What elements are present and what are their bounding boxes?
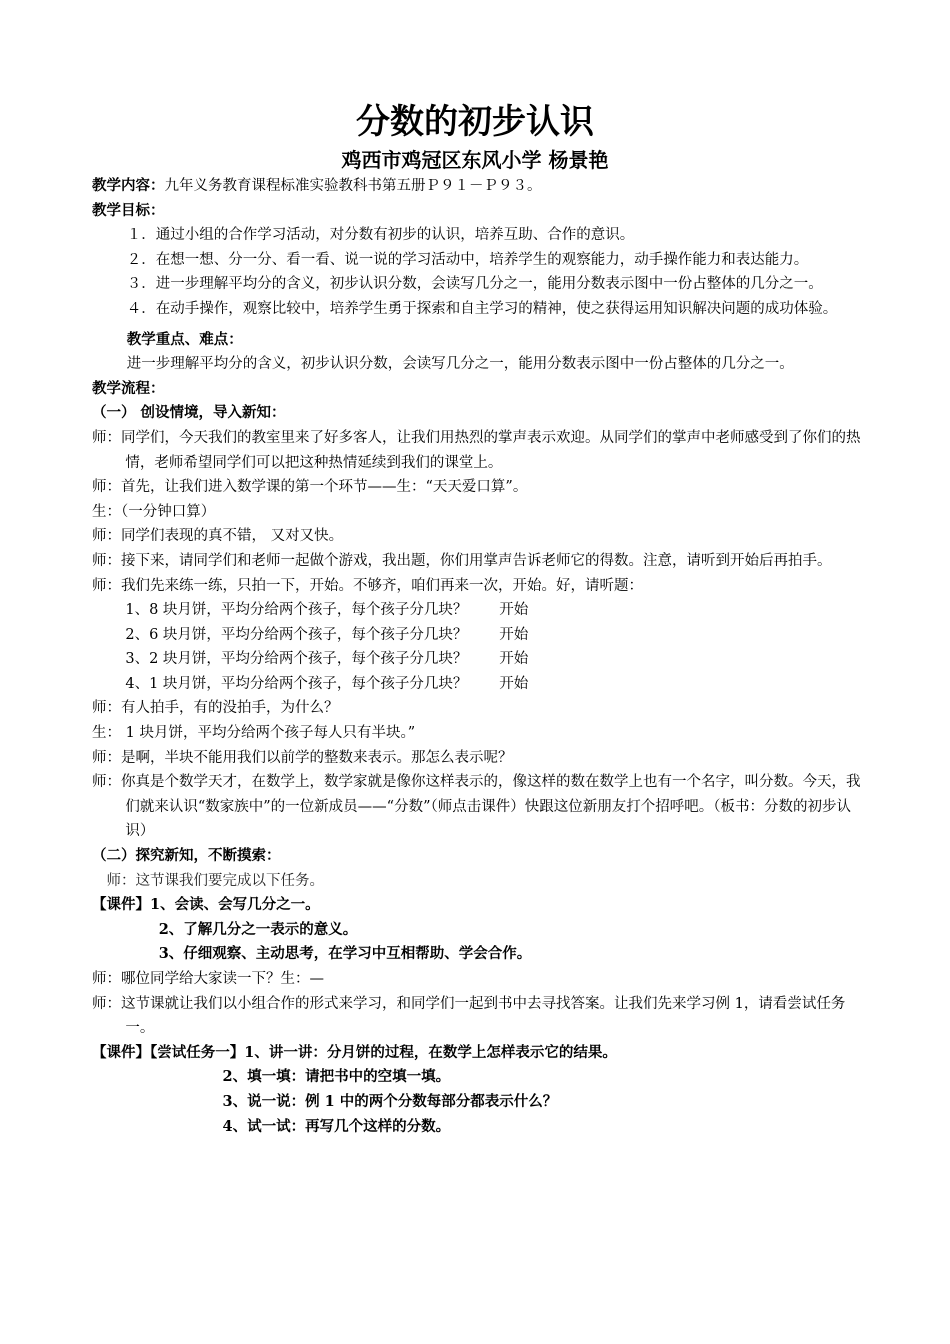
dialogue-line-5: 师：接下来，请同学们和老师一起做个游戏，我出题，你们用掌声告诉老师它的得数。注意，请听到开始后再拍手。 bbox=[92, 552, 832, 569]
task-item-1 bbox=[92, 1041, 866, 1066]
dialogue-line-4: 师：同学们表现的真不错， 又对又快。 bbox=[92, 528, 344, 545]
courseware-item-1 bbox=[92, 893, 866, 918]
dialogue-line-6: 师：我们先来练一练，只拍一下，开始。不够齐，咱们再来一次，开始。好，请听题： bbox=[92, 577, 643, 594]
courseware-text: 1、会读、会写几分之一。 bbox=[150, 896, 320, 914]
dialogue-line-3: 生：（一分钟口算） bbox=[92, 503, 216, 520]
question-text: 4、1 块月饼，平均分给两个孩子，每个孩子分几块？ bbox=[125, 675, 468, 692]
question-start: 开始 bbox=[499, 675, 529, 692]
courseware-item-2: 2、了解几分之一表示的意义。 bbox=[158, 920, 358, 938]
goal-item-1: １．通过小组的合作学习活动，对分数有初步的认识，培养互助、合作的意识。 bbox=[126, 227, 635, 244]
task-text: 1、讲一讲：分月饼的过程，在数学上怎样表示它的结果。 bbox=[244, 1043, 617, 1061]
dialogue-line-12: 师：这节课就让我们以小组合作的形式来学习，和同学们一起到书中去寻找答案。让我们先来学习例 1，请看尝试任务一。 bbox=[92, 995, 846, 1037]
goal-item-4: ４．在动手操作，观察比较中，培养学生勇于探索和自主学习的精神，使之获得运用知识解决问题的成功体验。 bbox=[126, 300, 838, 317]
goal-item-3: ３．进一步理解平均分的含义，初步认识分数，会读写几分之一，能用分数表示图中一份占整体的几分之一。 bbox=[126, 276, 823, 293]
teaching-content bbox=[92, 174, 866, 199]
dialogue-line-9: 师：是啊，半块不能用我们以前学的整数来表示。那怎么表示呢？ bbox=[92, 749, 513, 766]
dialogue-line-8: 生： 1 块月饼，平均分给两个孩子每人只有半块。” bbox=[92, 725, 416, 742]
courseware-label: 【课件】 bbox=[92, 896, 150, 914]
keypoints-label: 教学重点、难点： bbox=[126, 330, 243, 348]
dialogue-line-11: 师：哪位同学给大家读一下？生：— bbox=[92, 971, 324, 987]
question-start: 开始 bbox=[499, 626, 529, 643]
question-item-4 bbox=[92, 672, 866, 697]
question-text: 2、6 块月饼，平均分给两个孩子，每个孩子分几块？ bbox=[125, 626, 468, 643]
task-item-2: 2、填一填：请把书中的空填一填。 bbox=[222, 1068, 451, 1086]
document-subtitle: 鸡西市鸡冠区东风小学 杨景艳 bbox=[341, 148, 609, 172]
flow-label: 教学流程： bbox=[92, 379, 165, 397]
dialogue-line-7: 师：有人拍手，有的没拍手，为什么？ bbox=[92, 700, 339, 717]
question-item-1 bbox=[92, 598, 866, 623]
question-item-3 bbox=[92, 647, 866, 672]
dialogue-line-2: 师：首先，让我们进入数学课的第一个环节——生：“天天爱口算”。 bbox=[92, 479, 528, 496]
question-start: 开始 bbox=[499, 651, 529, 668]
question-item-2 bbox=[92, 623, 866, 648]
task-item-4: 4、试一试：再写几个这样的分数。 bbox=[222, 1117, 451, 1135]
teaching-content-text: 九年义务教育课程标准实验教科书第五册Ｐ９１－Ｐ９３。 bbox=[164, 178, 542, 194]
goal-item-2: ２．在想一想、分一分、看一看、说一说的学习活动中，培养学生的观察能力，动手操作能力和表达能力。 bbox=[126, 251, 809, 268]
dialogue-line-1: 师：同学们，今天我们的教室里来了好多客人，让我们用热烈的掌声表示欢迎。从同学们的掌声中老师感受到了你们的热情，老师希望同学们可以把这种热情延续到我们的课堂上。 bbox=[92, 429, 861, 471]
question-text: 1、8 块月饼，平均分给两个孩子，每个孩子分几块？ bbox=[125, 602, 468, 619]
section-1-heading: （一） 创设情境，导入新知： bbox=[92, 404, 286, 422]
document-title: 分数的初步认识 bbox=[356, 102, 594, 142]
teaching-content-label: 教学内容： bbox=[92, 177, 165, 194]
teaching-goals-label: 教学目标： bbox=[92, 201, 165, 219]
question-start: 开始 bbox=[499, 602, 529, 619]
task-label: 【课件】【尝试任务一】 bbox=[92, 1043, 245, 1061]
keypoints-text: 进一步理解平均分的含义，初步认识分数，会读写几分之一，能用分数表示图中一份占整体的几分之一。 bbox=[126, 356, 794, 373]
courseware-item-3: 3、仔细观察、主动思考，在学习中互相帮助、学会合作。 bbox=[158, 945, 532, 963]
teacher-task-line: 师：这节课我们要完成以下任务。 bbox=[106, 872, 324, 889]
section-2-heading: （二）探究新知，不断摸索： bbox=[92, 847, 281, 865]
task-item-3: 3、说一说：例 1 中的两个分数每部分都表示什么？ bbox=[222, 1092, 558, 1110]
document-body bbox=[92, 174, 866, 1139]
question-text: 3、2 块月饼，平均分给两个孩子，每个孩子分几块？ bbox=[125, 651, 468, 668]
dialogue-line-10: 师：你真是个数学天才，在数学上，数学家就是像你这样表示的，像这样的数在数学上也有一个名字，叫分数。今天，我们就来认识“数家族中”的一位新成员——“分数”（师点击课件）快跟这位新朋友打个招呼吧。（板书：分数的初步认识） bbox=[92, 774, 861, 840]
